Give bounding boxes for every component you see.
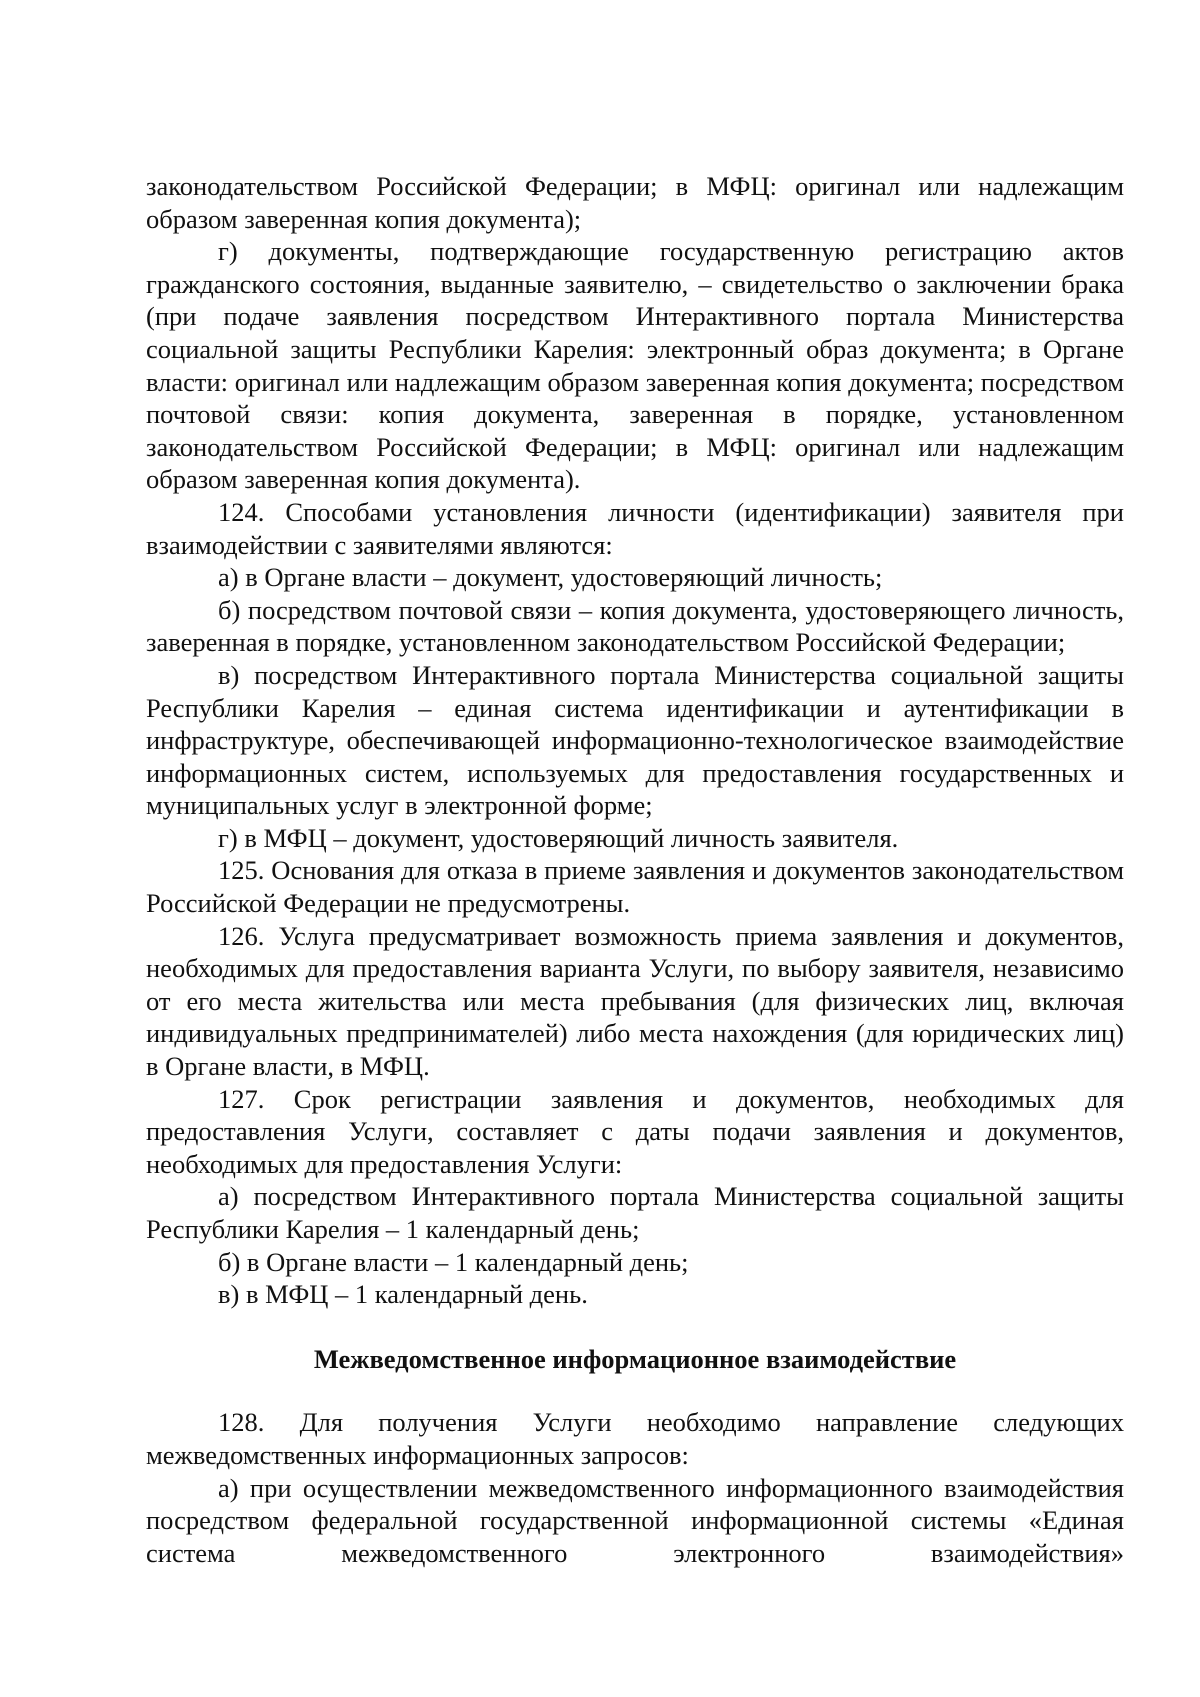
document-page xyxy=(146,170,1124,1569)
paragraph-128-a: а) при осуществлении межведомственного информационного взаимодействия посредством федеральной государственной информационной системы «Единая система межведомственного электронного взаимодействия» xyxy=(146,1472,1124,1568)
paragraph-125: 125. Основания для отказа в приеме заявления и документов законодательством Российской Федерации не предусмотрены. xyxy=(146,855,1124,919)
paragraph-continuation: законодательством Российской Федерации; в МФЦ: оригинал или надлежащим образом заверенная копия документа); xyxy=(146,171,1124,234)
paragraph-127-a: а) посредством Интерактивного портала Министерства социальной защиты Республики Карелия – 1 календарный день; xyxy=(146,1181,1124,1244)
paragraph-127: 127. Срок регистрации заявления и документов, необходимых для предоставления Услуги, составляет с даты подачи заявления и документов, необходимых для предоставления Услуги: xyxy=(146,1083,1124,1179)
paragraph-126: 126. Услуга предусматривает возможность приема заявления и документов, необходимых для предоставления варианта Услуги, по выбору заявителя, независимо от его места жительства или места пребывания (для физических лиц, включая индивидуальных предпринимателей) либо места нахождения (для юридических лиц) в Органе власти, в МФЦ. xyxy=(146,920,1124,1082)
paragraph-127-v: в) в МФЦ – 1 календарный день. xyxy=(218,1279,588,1310)
paragraph-124: 124. Способами установления личности (идентификации) заявителя при взаимодействии с заявителями являются: xyxy=(146,496,1124,560)
paragraph-128: 128. Для получения Услуги необходимо направление следующих межведомственных информационных запросов: xyxy=(146,1407,1124,1470)
paragraph-124-a: а) в Органе власти – документ, удостоверяющий личность; xyxy=(218,562,883,593)
paragraph-124-v: в) посредством Интерактивного портала Министерства социальной защиты Республики Карелия – единая система идентификации и аутентификации в инфраструктуре, обеспечивающей информационно-технологическое взаимодействие информационных систем, используемых для предоставления государственных и муниципальных услуг в электронной форме; xyxy=(146,659,1124,821)
paragraph-124-g: г) в МФЦ – документ, удостоверяющий личность заявителя. xyxy=(218,822,899,853)
paragraph-127-b: б) в Органе власти – 1 календарный день; xyxy=(218,1246,689,1277)
paragraph-124-b: б) посредством почтовой связи – копия документа, удостоверяющего личность, заверенная в порядке, установленном законодательством Российской Федерации; xyxy=(146,594,1124,658)
section-heading: Межведомственное информационное взаимодействие xyxy=(313,1343,957,1374)
paragraph-item-g-marriage-certificate: г) документы, подтверждающие государственную регистрацию актов гражданского состояния, выданные заявителю, – свидетельство о заключении брака (при подаче заявления посредством Интерактивного портала Министерства социальной защиты Республики Карелия: электронный образ документа; в Органе власти: оригинал или надлежащим образом заверенная копия документа; посредством почтовой связи: копия документа, заверенная в порядке, установленном законодательством Российской Федерации; в МФЦ: оригинал или надлежащим образом заверенная копия документа). xyxy=(146,236,1124,495)
paragraphs-after xyxy=(146,1406,1124,1569)
paragraphs-before xyxy=(146,170,1124,1311)
